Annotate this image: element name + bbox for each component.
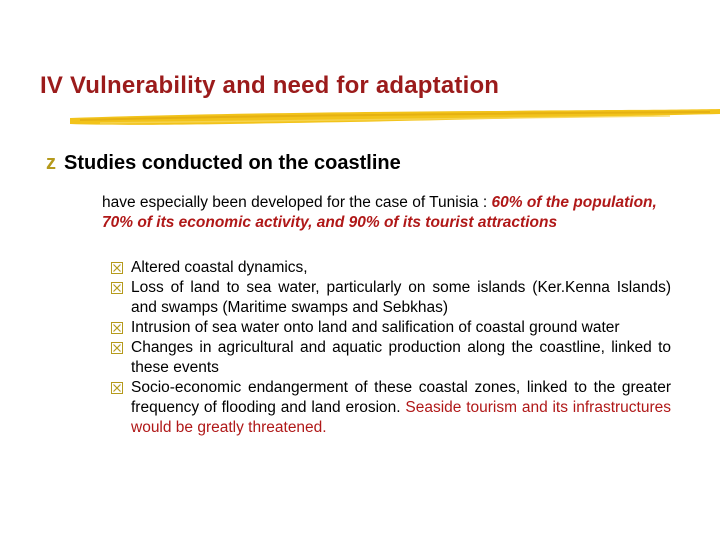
list-item <box>111 278 671 318</box>
list-item-highlight: Seaside tourism and its infrastructures would be greatly threatened. <box>131 399 671 436</box>
list-item-text: Changes in agricultural and aquatic production along the coastline, linked to these events <box>131 339 671 376</box>
intro-paragraph <box>102 193 672 233</box>
list-item-text: Altered coastal dynamics, <box>131 259 308 276</box>
z-bullet-icon: z <box>46 152 56 174</box>
checkbox-x-bullet-icon <box>111 322 123 334</box>
list-item <box>111 318 671 338</box>
slide-title: IV Vulnerability and need for adaptation <box>40 72 500 99</box>
section-heading-text: Studies conducted on the coastline <box>64 152 401 174</box>
impact-list <box>111 258 671 438</box>
intro-plain-text: have especially been developed for the case of Tunisia : <box>102 194 492 211</box>
checkbox-x-bullet-icon <box>111 382 123 394</box>
list-item-text: Loss of land to sea water, particularly on some islands (Ker.Kenna Islands) and swamps (Maritime swamps and Sebkhas) <box>131 279 671 316</box>
intro-emphasis-text: 60% of the population, 70% of its economic activity, and 90% of its tourist attractions <box>102 194 657 231</box>
checkbox-x-bullet-icon <box>111 282 123 294</box>
section-heading <box>46 152 401 175</box>
checkbox-x-bullet-icon <box>111 342 123 354</box>
list-item <box>111 258 671 278</box>
list-item-text: Intrusion of sea water onto land and salification of coastal ground water <box>131 319 620 336</box>
list-item-text: Socio-economic endangerment of these coastal zones, linked to the greater frequency of flooding and land erosion. <box>131 379 671 416</box>
checkbox-x-bullet-icon <box>111 262 123 274</box>
list-item <box>111 338 671 378</box>
list-item <box>111 378 671 438</box>
title-underline-brushstroke <box>70 104 720 134</box>
